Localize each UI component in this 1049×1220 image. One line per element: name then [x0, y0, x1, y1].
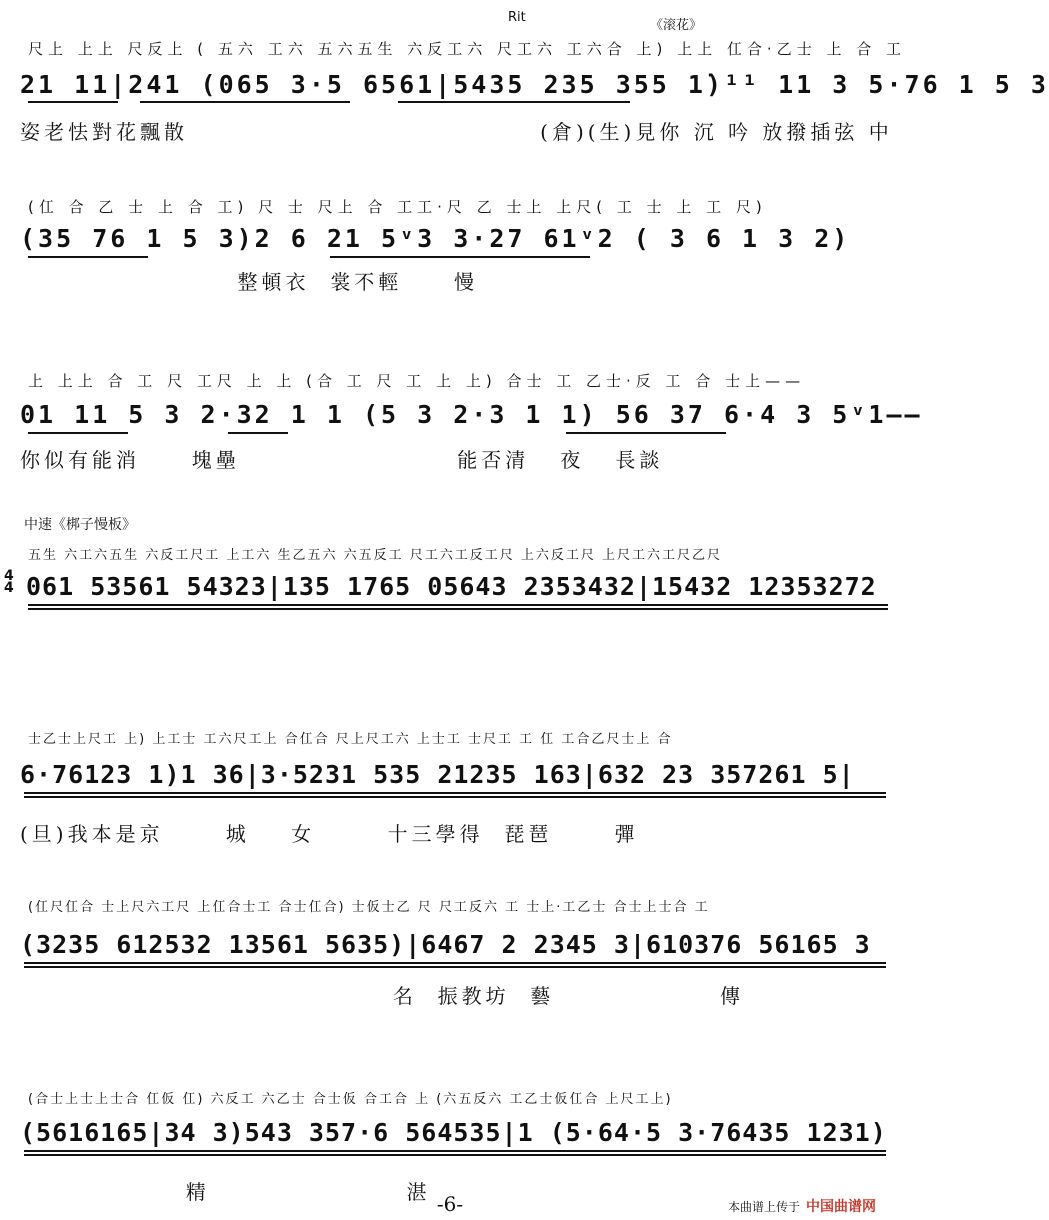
- time-signature-top: 4: [4, 568, 14, 584]
- lyrics-line: 精 湛: [20, 1180, 431, 1204]
- beam: [330, 256, 590, 258]
- lyrics-line: 名 振教坊 藝 傳: [20, 984, 745, 1008]
- jianpu-line: 01 11 5 3 2·32 1 1 (5 3 2·3 1 1) 56 37 6·4 3 5ᵛ1——: [20, 400, 923, 429]
- beam: [28, 256, 148, 258]
- jianpu-line: (35 76 1 5 3)2 6 21 5ᵛ3 3·27 61ᵛ2 ( 3 6 1 3 2): [20, 224, 851, 253]
- beam: [24, 966, 886, 968]
- jianpu-line: 061 53561 54323|135 1765 05643 2353432|15432 12353272: [26, 572, 877, 601]
- beam: [28, 432, 128, 434]
- rit-mark: Rit: [508, 10, 526, 25]
- upload-credit: [728, 1196, 876, 1216]
- beam: [28, 604, 888, 606]
- beam: [24, 796, 886, 798]
- beam: [228, 432, 288, 434]
- beam: [28, 101, 118, 103]
- lyrics-line: 姿老怯對花飄散 (倉)(生)見你 沉 吟 放撥插弦 中: [20, 120, 893, 144]
- gongche-line: 尺上 上上 尺反上 ( 五六 工六 五六五生 六反工六 尺工六 工六合 上) 上上 仜合·乙士 上 合 工: [28, 40, 906, 58]
- gongche-line: (仜尺仜合 士上尺六工尺 上仜合士工 合士仜合) 士仮士乙 尺 尺工反六 工 士上·工乙士 合士上士合 工: [28, 900, 710, 915]
- jianpu-line: (5616165|34 3)543 357·6 564535|1 (5·64·5 3·76435 1231): [20, 1118, 887, 1147]
- jianpu-line: 6·76123 1)1 36|3·5231 535 21235 163|632 23 357261 5|: [20, 760, 855, 789]
- upload-note: 本曲谱上传于: [727, 1199, 800, 1214]
- beam: [28, 608, 888, 610]
- page-number: -6-: [436, 1192, 464, 1216]
- beam: [140, 101, 350, 103]
- time-signature: [4, 570, 14, 594]
- gongche-line: 上 上上 合 工 尺 工尺 上 上 (合 工 尺 工 上 上) 合士 工 乙士·反 工 合 士上——: [28, 372, 806, 390]
- time-signature-bottom: 4: [4, 580, 14, 596]
- beam: [24, 792, 886, 794]
- beam: [566, 432, 726, 434]
- jianpu-line: 21 11|241 (065 3·5 6561|5435 235 355 1̇)¹¹ 11 3 5·76 1 5 3: [20, 70, 1049, 99]
- tempo-marking: 中速《梆子慢板》: [24, 517, 136, 533]
- gunhua-mark: 《滚花》: [650, 18, 703, 33]
- gongche-line: 五生 六工六五生 六反工尺工 上工六 生乙五六 六五反工 尺工六工反工尺 上六反工尺 上尺工六工尺乙尺: [28, 548, 723, 563]
- lyrics-line: (旦)我本是京 城 女 十三學得 琵琶 彈: [20, 822, 639, 846]
- gongche-line: (仜 合 乙 士 上 合 工) 尺 士 尺上 合 工工·尺 乙 士上 上尺( 工 士 上 工 尺): [28, 198, 767, 216]
- jianpu-line: (3235 612532 13561 5635)|6467 2 2345 3|610376 56165 3: [20, 930, 871, 959]
- gongche-line: 士乙士上尺工 上) 上工士 工六尺工上 合仜合 尺上尺工六 上士工 士尺工 工 仜 工合乙尺士上 合: [28, 732, 673, 747]
- beam: [24, 962, 886, 964]
- beam: [24, 1150, 886, 1152]
- lyrics-line: 整頓衣 裳不輕 慢: [20, 270, 479, 294]
- site-logo[interactable]: 中国曲谱网: [806, 1199, 876, 1215]
- gongche-line: (合士上士上士合 仜仮 仜) 六反工 六乙士 合士仮 合工合 上 (六五反六 工乙士仮仜合 上尺工上): [28, 1092, 673, 1107]
- beam: [24, 1154, 886, 1156]
- lyrics-line: 你似有能消 塊壘 能否清 夜 長談: [20, 448, 664, 472]
- beam: [398, 101, 630, 103]
